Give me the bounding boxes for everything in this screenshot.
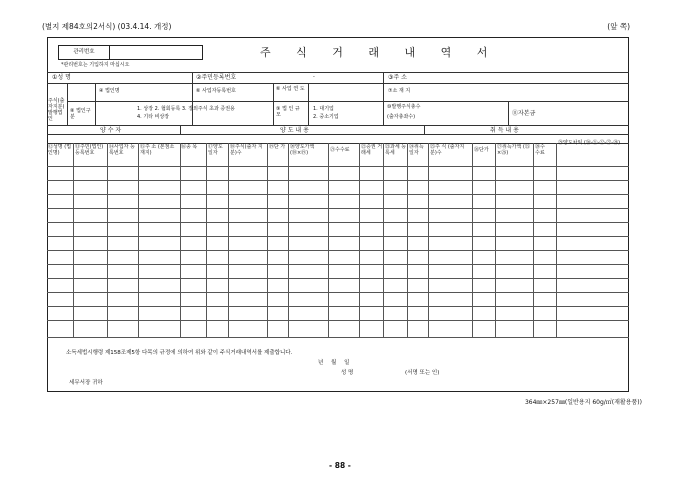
issuing-corp-label: 주식(출자지분) 발행법인 xyxy=(48,98,65,122)
col-acq-qty: ㉕주 식 (출자지분)수 xyxy=(430,144,465,156)
col-unit-price: ⑲단 가 xyxy=(269,144,286,150)
issued-shares-label: ⑩발행주식총수 xyxy=(387,104,421,110)
name-label: ①성 명 xyxy=(52,74,71,81)
transfer-section: 양 도 내 용 xyxy=(280,127,309,134)
col-name: ⑫성명 (법인명) xyxy=(48,144,72,156)
col-address: ⑮주 소 (본점소재지) xyxy=(140,144,175,156)
issued-shares-unit: (출자총좌수) xyxy=(387,114,416,120)
col-registration-tax: ㉓과세 등록세 xyxy=(385,144,407,156)
corp-class-label: ⑨ 법 인 규 모 xyxy=(276,106,300,118)
capital-label: ⑪자본금 xyxy=(512,110,536,117)
management-number-label: 관리번호 xyxy=(59,46,110,59)
col-acq-amount: ㉗취득가액 (㉕×㉖) xyxy=(497,144,530,156)
acquisition-section: 취 득 내 용 xyxy=(490,127,519,134)
corp-type-opts-1: 1. 상장 2. 협회등록 3. 장외주식 초과 증권용 xyxy=(137,106,235,112)
addressee: 세무서장 귀하 xyxy=(69,380,103,386)
address-label: ③주 소 xyxy=(388,74,407,81)
corp-class-opt-2: 2. 중소기업 xyxy=(313,114,339,120)
submission-statement: 소득세법시행령 제158조제5항 다목의 규정에 의하여 위와 같이 주식거래내역서를 제출합니다. xyxy=(66,350,293,356)
col-transfer-date: ⑰양도 일자 xyxy=(208,144,223,156)
page-side-label: (앞 쪽) xyxy=(607,22,630,31)
corp-name-label: ④ 법인명 xyxy=(99,88,120,94)
col-biz-reg-no: ⑭사업자 등록번호 xyxy=(109,144,135,156)
col-acq-fee: ㉘수수료 xyxy=(535,144,545,156)
col-securities-tax: ㉒증권 거래세 xyxy=(361,144,383,156)
biz-reg-no-label: ⑥ 사업자등록번호 xyxy=(196,88,236,94)
col-transfer-amount: ⑳양도가액 (⑱×⑲) xyxy=(290,144,315,156)
corp-class-opt-1: 1. 대기업 xyxy=(313,106,334,112)
resident-no-label: ②주민등록번호 xyxy=(196,74,237,81)
col-stock-item: ⑯종 목 xyxy=(181,144,198,150)
paper-spec: 364㎜×257㎜(일반용지 60g/㎡(재활용품)) xyxy=(524,399,642,406)
col-acq-price: ㉖단가 xyxy=(474,147,489,153)
biz-year-label: ⑥ 사업 연 도 xyxy=(276,86,305,92)
col-resident-no: ⑬주민(법인) 등록번호 xyxy=(75,144,104,156)
form-title: 주 식 거 래 내 역 서 xyxy=(260,46,499,59)
sign-or-seal: (서명 또는 인) xyxy=(405,370,440,376)
management-number-note: *관리번호는 기입하지 마십시오 xyxy=(61,62,130,68)
form-frame xyxy=(47,37,629,392)
corp-type-label: ⑧ 법인구 분 xyxy=(70,108,91,120)
submission-date: 년 월 일 xyxy=(318,360,353,366)
col-share-qty: ⑱주식(출자 지분)수 xyxy=(230,144,263,156)
management-number-box xyxy=(58,45,203,60)
form-number: (별지 제84호의2서식) (03.4.14. 개정) xyxy=(42,22,172,31)
signer-label: 성 명 xyxy=(341,370,354,376)
col-capital-gain: ㉙양도차익 (⑳-㉑-㉒-㉗-㉘) xyxy=(558,140,621,146)
transferee-section: 양 수 자 xyxy=(100,127,122,134)
corp-type-opts-2: 4. 기타 비상장 xyxy=(137,114,170,120)
location-label: ⑦소 재 지 xyxy=(388,88,411,94)
page-number: - 88 - xyxy=(329,461,351,470)
col-fee: ㉑수수료 xyxy=(330,147,350,153)
col-acq-date: ㉔취득 일자 xyxy=(409,144,424,156)
